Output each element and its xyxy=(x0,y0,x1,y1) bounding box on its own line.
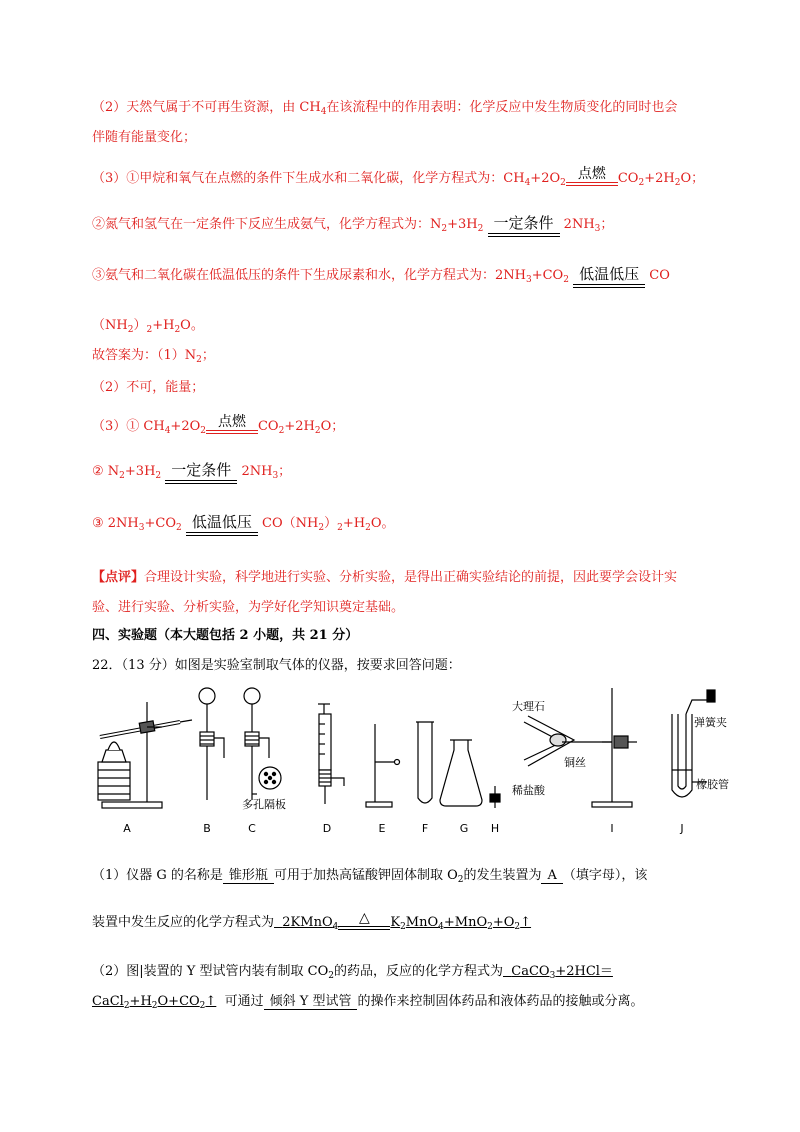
text: ） xyxy=(324,516,338,531)
apparatus-e xyxy=(366,724,400,807)
subscript: 2 xyxy=(477,224,484,234)
text: O。 xyxy=(370,516,395,531)
subscript: 2 xyxy=(337,523,343,533)
text: （3）①甲烷和氧气在点燃的条件下生成水和二氧化碳，化学方程式为：CH xyxy=(92,171,525,186)
subscript: 2 xyxy=(200,426,206,436)
apparatus-d xyxy=(318,704,344,804)
text: +2O xyxy=(530,171,561,186)
label-spring-clip: 弹簧夹 xyxy=(694,716,727,729)
analysis-p6 xyxy=(92,316,204,336)
answer-equation: $CaCl_2+H_2O+CO_2↑$ xyxy=(92,994,217,1011)
reaction-condition: 一定条件 xyxy=(165,460,237,484)
text: +2O xyxy=(170,419,201,434)
subscript: 2 xyxy=(563,275,569,285)
text: 合理设计实验，科学地进行实验、分析实验，是得出正确实验结论的前提，因此要学会设计实 xyxy=(144,570,678,585)
subscript: 2 xyxy=(674,178,681,188)
subscript: 2 xyxy=(155,471,162,481)
text: 在该流程中的作用表明：化学反应中发生物质变化的同时也会 xyxy=(326,100,678,115)
comment-line2 xyxy=(92,598,404,618)
answer-equation: 2KMnO$_4$ △ $K_2MnO_4+MnO_2+O_2↑$ xyxy=(282,910,532,932)
text: 四、实验题（本大题包括 2 小题，共 21 分） xyxy=(92,628,359,643)
text: +CO xyxy=(144,516,177,531)
label-j: J xyxy=(680,822,684,835)
analysis-p5 xyxy=(92,262,670,290)
subscript: 3 xyxy=(525,275,532,285)
answer-equation: CaCO$_3$+2HCl＝ xyxy=(511,964,613,981)
text: CO xyxy=(649,268,670,283)
analysis-p3 xyxy=(92,166,704,189)
subscript: 2 xyxy=(146,325,153,335)
text: 可用于加热高锰酸钾固体制取 O xyxy=(273,868,458,883)
analysis-p4 xyxy=(92,212,613,238)
subscript: 2 xyxy=(318,523,325,533)
label-e: E xyxy=(378,822,386,835)
text: +3H xyxy=(124,464,156,479)
text: O； xyxy=(680,171,705,186)
question-22-stem xyxy=(92,656,461,676)
label-copper-wire: 铜丝 xyxy=(564,756,586,769)
text: 可通过 xyxy=(224,994,264,1009)
question-22-part2-cont xyxy=(92,992,643,1012)
text: （2）不可，能量； xyxy=(92,380,205,395)
question-22-part1 xyxy=(92,866,647,886)
subscript: 2 xyxy=(314,426,321,436)
text: ； xyxy=(201,348,215,363)
answer-4 xyxy=(92,458,291,486)
subscript: 2 xyxy=(278,426,285,436)
label-a: A xyxy=(123,822,131,835)
subscript: 3 xyxy=(272,471,279,481)
subscript: 2 xyxy=(174,325,181,335)
comment-tag: 【点评】 xyxy=(92,570,145,585)
text: （1）仪器 G 的名称是 xyxy=(92,868,223,883)
question-22-part2 xyxy=(92,962,613,982)
subscript: 3 xyxy=(594,224,601,234)
label-rubber-tube: 橡胶管 xyxy=(696,778,729,791)
subscript: 2 xyxy=(119,471,125,481)
text: （3）① CH xyxy=(92,419,165,434)
reaction-condition: 一定条件 xyxy=(488,213,560,237)
apparatus-c xyxy=(244,688,281,800)
text: +3H xyxy=(447,217,478,232)
text: +H xyxy=(152,318,175,333)
text: ② N xyxy=(92,464,120,479)
text: CO（NH xyxy=(262,516,319,531)
text: ； xyxy=(278,464,292,479)
text: ） xyxy=(133,318,147,333)
reaction-condition: △ xyxy=(338,910,390,933)
apparatus-g xyxy=(440,740,482,806)
analysis-p2 xyxy=(92,98,677,118)
label-marble: 大理石 xyxy=(512,700,545,713)
apparatus-b xyxy=(199,688,224,800)
text: （2）天然气属于不可再生资源，由 CH xyxy=(92,100,321,115)
subscript: 2 xyxy=(638,178,645,188)
text: ③氨气和二氧化碳在低温低压的条件下生成尿素和水，化学方程式为：2NH xyxy=(92,268,526,283)
question-22-part1-eq xyxy=(92,910,531,933)
text: 验、进行实验、分析实验，为学好化学知识奠定基础。 xyxy=(92,600,405,615)
text: （NH xyxy=(92,318,128,333)
subscript: 2 xyxy=(365,523,371,533)
text: 的发生装置为 xyxy=(463,868,542,883)
text: O； xyxy=(320,419,345,434)
label-f: F xyxy=(421,822,429,835)
subscript: 2 xyxy=(196,355,202,365)
label-h: H xyxy=(490,822,500,835)
comment-line1 xyxy=(92,568,677,588)
subscript: 2 xyxy=(127,325,134,335)
text: 装置中发生反应的化学方程式为 xyxy=(92,915,275,930)
subscript: 2 xyxy=(457,875,464,885)
answer-blank: 锥形瓶 xyxy=(223,868,274,884)
reaction-condition: 点燃 xyxy=(206,414,258,437)
subscript: 2 xyxy=(560,178,566,188)
subscript: 4 xyxy=(164,426,171,436)
text: +H xyxy=(342,516,366,531)
reaction-condition: 点燃 xyxy=(566,166,618,189)
subscript: 2 xyxy=(176,523,182,533)
section-heading xyxy=(92,626,358,646)
text: ； xyxy=(600,217,614,232)
label-d: D xyxy=(322,822,332,835)
analysis-p2-cont xyxy=(92,128,196,148)
text: （2）图|装置的 Y 型试管内装有制取 CO xyxy=(92,964,329,979)
text: 2NH xyxy=(241,464,273,479)
apparatus-f xyxy=(416,722,434,803)
text: +2H xyxy=(284,419,315,434)
reaction-condition: 低温低压 xyxy=(573,264,645,288)
text: ③ 2NH xyxy=(92,516,139,531)
text: CO xyxy=(617,171,639,186)
text: （填字母），该 xyxy=(562,868,648,883)
subscript: 4 xyxy=(320,107,327,117)
apparatus-a xyxy=(98,702,192,808)
label-dilute-acid: 稀盐酸 xyxy=(512,784,545,797)
text: O。 xyxy=(180,318,204,333)
reaction-condition: 低温低压 xyxy=(186,512,258,536)
label-i: I xyxy=(610,822,614,835)
text: 故答案为：（1）N xyxy=(92,348,197,363)
answer-title xyxy=(92,346,215,366)
answer-5 xyxy=(92,510,395,538)
apparatus-h xyxy=(490,786,500,808)
label-g: G xyxy=(459,822,469,835)
text: ②氮气和氢气在一定条件下反应生成氨气，化学方程式为：N xyxy=(92,217,442,232)
subscript: 3 xyxy=(138,523,145,533)
label-c: C xyxy=(248,822,256,835)
text: 的药品，反应的化学方程式为 xyxy=(333,964,503,979)
text: 2NH xyxy=(563,217,595,232)
text: CO xyxy=(257,419,279,434)
label-b: B xyxy=(203,822,211,835)
subscript: 2 xyxy=(328,971,334,981)
label-porous-plate: 多孔隔板 xyxy=(242,798,286,811)
answer-3 xyxy=(92,414,344,437)
subscript: 4 xyxy=(524,178,531,188)
text: 伴随有能量变化； xyxy=(92,130,197,145)
answer-2 xyxy=(92,378,204,398)
text: 的操作来控制固体药品和液体药品的接触或分离。 xyxy=(357,994,644,1009)
answer-blank: A xyxy=(541,868,562,884)
answer-blank: 倾斜 Y 型试管 xyxy=(264,994,358,1010)
text: 22．（13 分）如图是实验室制取气体的仪器，按要求回答问题： xyxy=(92,658,461,673)
apparatus-figure xyxy=(92,682,742,842)
text: +2H xyxy=(644,171,675,186)
subscript: 2 xyxy=(441,224,448,234)
text: +CO xyxy=(531,268,564,283)
